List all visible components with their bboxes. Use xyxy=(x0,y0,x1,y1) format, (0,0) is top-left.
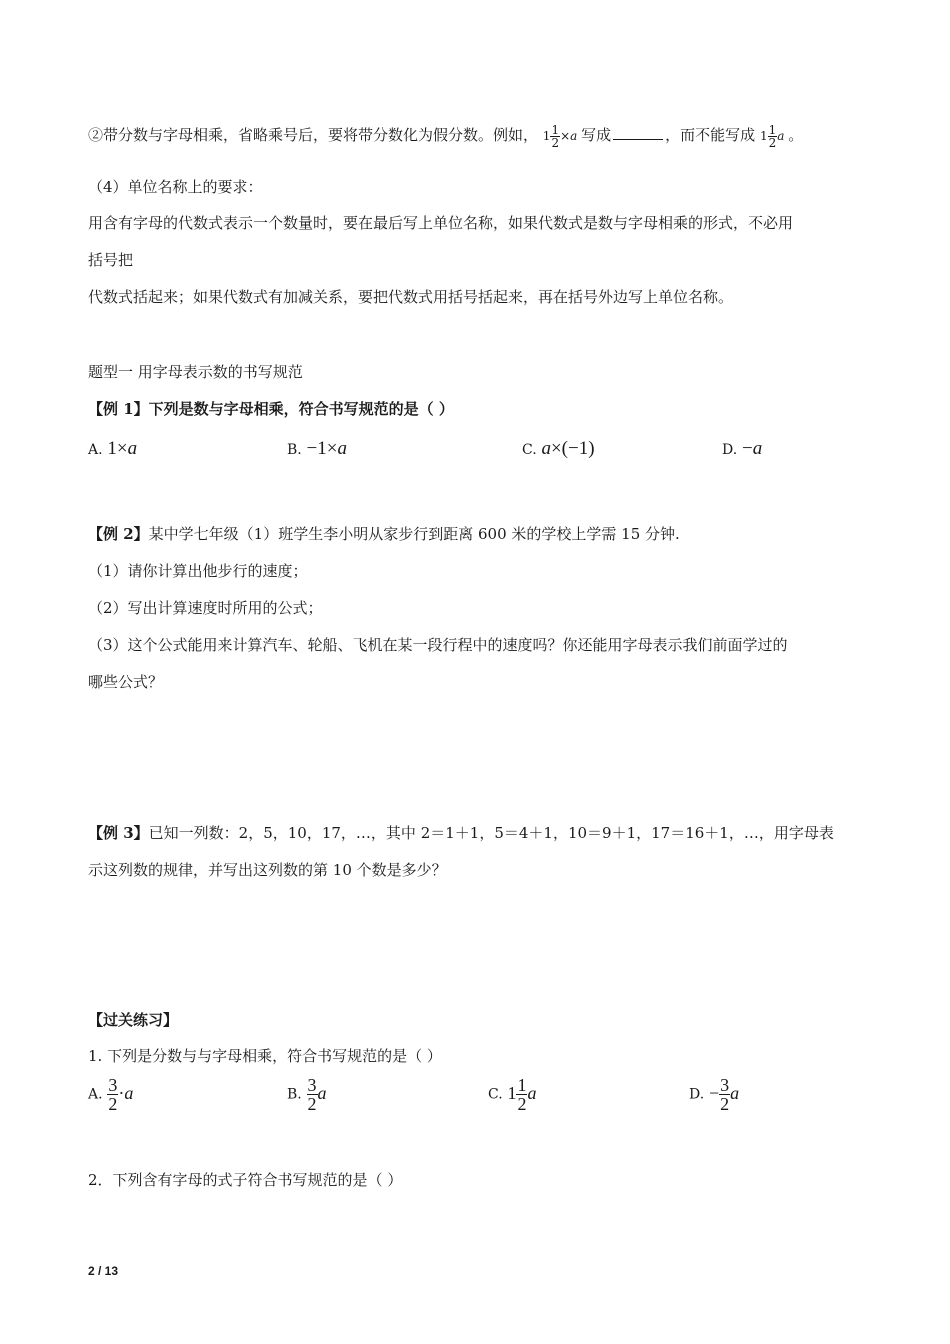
option-label: D. xyxy=(722,442,738,458)
option-label: C. xyxy=(522,442,537,458)
practice-q2: 2．下列含有字母的式子符合书写规范的是（ ） xyxy=(88,1171,403,1189)
practice-q1: 1. 下列是分数与与字母相乘，符合书写规范的是（ ） xyxy=(88,1047,442,1065)
wrong-mixed-number xyxy=(759,123,788,150)
expr-var: a xyxy=(127,438,138,459)
option-expr xyxy=(107,438,137,459)
option-expr xyxy=(307,1075,327,1114)
page-number: 2 / 13 xyxy=(88,1264,119,1278)
option-fraction xyxy=(107,1076,118,1113)
expr-suffix: ×(−1) xyxy=(550,438,595,459)
expr-sign: − xyxy=(708,1082,720,1103)
example2-q3-line2: 哪些公式？ xyxy=(88,673,164,691)
example1-option-b[interactable] xyxy=(287,438,347,460)
option-expr xyxy=(507,1075,537,1114)
example-mixed-number xyxy=(542,123,581,150)
example2-question-line xyxy=(88,523,680,545)
expr-var: a xyxy=(730,1082,740,1103)
option-label: B. xyxy=(287,442,302,458)
fraction-denominator: 2 xyxy=(517,1094,527,1114)
option-fraction xyxy=(307,1076,318,1113)
section4-title: （4）单位名称上的要求： xyxy=(88,178,263,196)
option-fraction xyxy=(719,1076,730,1113)
option-expr xyxy=(742,438,762,459)
rule2-text-mid: 写成 xyxy=(581,126,612,144)
example2-question: 某中学七年级（1）班学生李小明从家步行到距离 600 米的学校上学需 15 分钟. xyxy=(148,525,680,543)
example-numerator: 1 xyxy=(551,123,560,137)
example-tail: ×a xyxy=(560,129,578,143)
option-label: C. xyxy=(488,1086,503,1103)
example-whole: 1 xyxy=(542,129,551,143)
expr-var: a xyxy=(527,1082,537,1103)
expr-dot: · xyxy=(118,1082,125,1103)
expr-var: a xyxy=(317,1082,327,1103)
example2-q1: （1）请你计算出他步行的速度； xyxy=(88,562,308,580)
example2-label: 【例 2】 xyxy=(88,525,149,543)
example1-option-d[interactable] xyxy=(722,438,762,460)
practice-q1-option-b[interactable] xyxy=(287,1076,327,1113)
section4-line2: 括号把 xyxy=(88,251,134,269)
example3-line2: 示这列数的规律，并写出这列数的第 10 个数是多少？ xyxy=(88,861,447,879)
example1-option-c[interactable] xyxy=(522,438,595,460)
example1-option-a[interactable] xyxy=(88,438,137,460)
example2-q2: （2）写出计算速度时所用的公式； xyxy=(88,599,323,617)
option-expr xyxy=(307,438,347,459)
expr-prefix: −1× xyxy=(306,438,338,459)
section4-line1: 用含有字母的代数式表示一个数量时，要在最后写上单位名称，如果代数式是数与字母相乘的形式，不必用 xyxy=(88,214,794,232)
option-label: A. xyxy=(88,442,103,458)
option-label: A. xyxy=(88,1086,103,1103)
fraction-denominator: 2 xyxy=(307,1094,317,1114)
fraction-numerator: 3 xyxy=(720,1075,730,1095)
example3-label: 【例 3】 xyxy=(88,824,149,842)
expr-prefix: − xyxy=(741,438,753,459)
practice-q1-option-c[interactable] xyxy=(488,1076,536,1113)
fraction-numerator: 1 xyxy=(517,1075,527,1095)
type1-title: 题型一 用字母表示数的书写规范 xyxy=(88,363,303,381)
fraction-denominator: 2 xyxy=(720,1094,730,1114)
example1-question-line xyxy=(88,398,454,420)
rule2-text: ②带分数与字母相乘，省略乘号后，要将带分数化为假分数。例如， xyxy=(88,126,539,144)
option-expr xyxy=(708,1075,740,1114)
option-label: B. xyxy=(287,1086,302,1103)
option-label: D. xyxy=(689,1086,705,1103)
example-fraction xyxy=(550,124,560,149)
wrong-fraction xyxy=(768,124,778,149)
example3-line1 xyxy=(88,822,834,844)
practice-title: 【过关练习】 xyxy=(88,1011,179,1029)
example1-question: 下列是数与字母相乘，符合书写规范的是（ ） xyxy=(148,400,454,418)
option-fraction xyxy=(516,1076,527,1113)
practice-q1-option-a[interactable] xyxy=(88,1076,133,1113)
answer-blank[interactable] xyxy=(613,125,663,140)
rule2-text-after: ，而不能写成 xyxy=(665,126,756,144)
expr-var: a xyxy=(337,438,347,459)
wrong-denominator: 2 xyxy=(768,136,777,150)
fraction-numerator: 3 xyxy=(307,1075,317,1095)
rule2-end: 。 xyxy=(788,126,804,144)
example1-label: 【例 1】 xyxy=(88,400,149,418)
wrong-numerator: 1 xyxy=(768,123,777,137)
example-denominator: 2 xyxy=(551,136,560,150)
expr-var: a xyxy=(124,1082,134,1103)
option-expr xyxy=(541,438,594,459)
expr-var: a xyxy=(541,438,551,459)
mixed-whole: 1 xyxy=(507,1082,517,1103)
expr-var: a xyxy=(752,438,763,459)
example2-q3-line1: （3）这个公式能用来计算汽车、轮船、飞机在某一段行程中的速度吗？你还能用字母表示我们前面学过的 xyxy=(88,636,788,654)
expr-prefix: 1× xyxy=(107,438,128,459)
fraction-denominator: 2 xyxy=(108,1094,118,1114)
option-expr xyxy=(107,1075,134,1114)
section4-line3: 代数式括起来；如果代数式有加减关系，要把代数式用括号括起来，再在括号外边写上单位名称。 xyxy=(88,288,734,306)
rule2-line xyxy=(88,124,803,149)
example3-text: 已知一列数：2，5，10，17，…，其中 2＝1＋1，5＝4＋1，10＝9＋1，17＝16＋1，…，用字母表 xyxy=(148,824,834,842)
wrong-whole: 1 xyxy=(759,129,768,143)
fraction-numerator: 3 xyxy=(108,1075,118,1095)
practice-q1-option-d[interactable] xyxy=(689,1076,739,1113)
wrong-var: a xyxy=(777,129,785,143)
